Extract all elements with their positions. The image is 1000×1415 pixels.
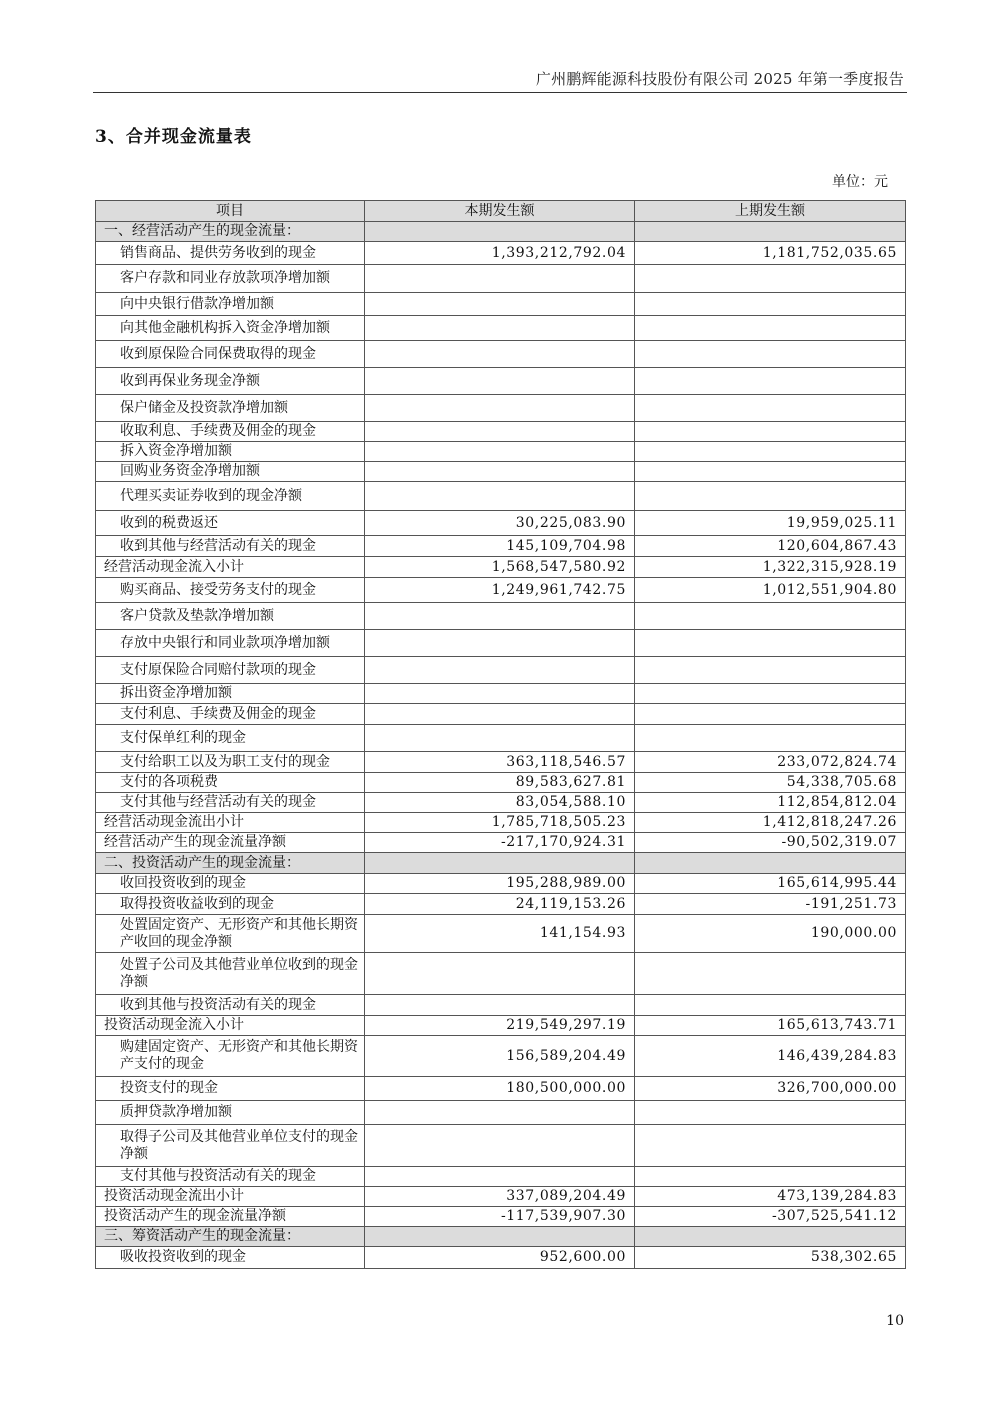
table-row [96,1101,906,1125]
current-period-value: 363,118,546.57 [365,752,635,773]
current-period-value: 141,154.93 [365,915,635,953]
current-period-value [365,995,635,1016]
table-row [96,242,906,265]
row-label: 回购业务资金净增加额 [96,462,365,482]
subtotal-row [96,833,906,853]
prior-period-value: -307,525,541.12 [635,1207,906,1227]
subtotal-row [96,1187,906,1207]
prior-period-value: 112,854,812.04 [635,793,906,813]
prior-period-value [635,222,906,242]
row-label: 支付其他与经营活动有关的现金 [96,793,365,813]
row-label: 质押贷款净增加额 [96,1101,365,1125]
table-row [96,704,906,725]
prior-period-value [635,482,906,511]
section-row [96,1227,906,1247]
row-label: 经营活动现金流入小计 [96,557,365,578]
subtotal-row [96,1016,906,1036]
row-label: 经营活动产生的现金流量净额 [96,833,365,853]
current-period-value [365,725,635,752]
row-label: 收到的税费返还 [96,511,365,536]
table-row [96,368,906,395]
current-period-value [365,341,635,368]
prior-period-value: 146,439,284.83 [635,1036,906,1077]
current-period-value: 156,589,204.49 [365,1036,635,1077]
prior-period-value [635,995,906,1016]
prior-period-value: -90,502,319.07 [635,833,906,853]
prior-period-value: 473,139,284.83 [635,1187,906,1207]
prior-period-value [635,725,906,752]
prior-period-value [635,442,906,462]
current-period-value: -117,539,907.30 [365,1207,635,1227]
current-period-value: 30,225,083.90 [365,511,635,536]
table-row [96,684,906,704]
table-row [96,293,906,316]
prior-period-value: 54,338,705.68 [635,773,906,793]
row-label: 收到再保业务现金净额 [96,368,365,395]
row-label: 收到其他与经营活动有关的现金 [96,536,365,557]
row-label: 向中央银行借款净增加额 [96,293,365,316]
table-row [96,793,906,813]
current-period-value [365,222,635,242]
table-row [96,953,906,995]
page-number: 10 [886,1313,904,1329]
current-period-value: -217,170,924.31 [365,833,635,853]
section-row [96,222,906,242]
prior-period-value [635,704,906,725]
prior-period-value: 538,302.65 [635,1247,906,1269]
table-row [96,874,906,894]
row-label: 投资活动现金流出小计 [96,1187,365,1207]
current-period-value [365,1227,635,1247]
table-row [96,422,906,442]
subtotal-row [96,1207,906,1227]
current-period-value [365,657,635,684]
current-period-value [365,368,635,395]
current-period-value: 219,549,297.19 [365,1016,635,1036]
table-row [96,395,906,422]
prior-period-value: 19,959,025.11 [635,511,906,536]
current-period-value [365,953,635,995]
current-period-value: 180,500,000.00 [365,1077,635,1101]
prior-period-value [635,684,906,704]
header-divider [93,92,907,93]
current-period-value: 1,393,212,792.04 [365,242,635,265]
row-label: 拆出资金净增加额 [96,684,365,704]
section-title: 3、合并现金流量表 [95,127,252,147]
table-row [96,773,906,793]
row-label: 收到原保险合同保费取得的现金 [96,341,365,368]
table-row [96,578,906,603]
row-label: 三、筹资活动产生的现金流量： [96,1227,365,1247]
subtotal-row [96,557,906,578]
prior-period-value: 1,181,752,035.65 [635,242,906,265]
table-row [96,265,906,293]
column-header-current-period: 本期发生额 [365,201,635,222]
row-label: 销售商品、提供劳务收到的现金 [96,242,365,265]
row-label: 购建固定资产、无形资产和其他长期资产支付的现金 [96,1036,365,1077]
table-row [96,316,906,341]
row-label: 收回投资收到的现金 [96,874,365,894]
table-row [96,1036,906,1077]
table-row [96,915,906,953]
row-label: 客户贷款及垫款净增加额 [96,603,365,630]
row-label: 处置子公司及其他营业单位收到的现金净额 [96,953,365,995]
prior-period-value [635,316,906,341]
table-header-row [96,201,906,222]
column-header-prior-period: 上期发生额 [635,201,906,222]
cash-flow-table [95,200,906,1269]
row-label: 吸收投资收到的现金 [96,1247,365,1269]
row-label: 取得子公司及其他营业单位支付的现金净额 [96,1125,365,1167]
row-label: 保户储金及投资款净增加额 [96,395,365,422]
row-label: 购买商品、接受劳务支付的现金 [96,578,365,603]
current-period-value [365,704,635,725]
current-period-value [365,603,635,630]
table-row [96,482,906,511]
current-period-value [365,684,635,704]
column-header-item: 项目 [96,201,365,222]
prior-period-value [635,395,906,422]
prior-period-value [635,462,906,482]
current-period-value: 145,109,704.98 [365,536,635,557]
prior-period-value [635,630,906,657]
current-period-value [365,442,635,462]
table-row [96,657,906,684]
prior-period-value: 190,000.00 [635,915,906,953]
current-period-value [365,265,635,293]
row-label: 二、投资活动产生的现金流量： [96,853,365,874]
prior-period-value: 165,614,995.44 [635,874,906,894]
current-period-value [365,1167,635,1187]
unit-label: 单位：元 [832,174,888,190]
prior-period-value [635,422,906,442]
row-label: 投资活动现金流入小计 [96,1016,365,1036]
prior-period-value: 165,613,743.71 [635,1016,906,1036]
row-label: 收取利息、手续费及佣金的现金 [96,422,365,442]
current-period-value: 337,089,204.49 [365,1187,635,1207]
current-period-value [365,853,635,874]
row-label: 存放中央银行和同业款项净增加额 [96,630,365,657]
current-period-value [365,316,635,341]
prior-period-value: 1,412,818,247.26 [635,813,906,833]
prior-period-value [635,293,906,316]
table-row [96,603,906,630]
prior-period-value: 1,012,551,904.80 [635,578,906,603]
row-label: 处置固定资产、无形资产和其他长期资产收回的现金净额 [96,915,365,953]
prior-period-value [635,1101,906,1125]
prior-period-value [635,853,906,874]
row-label: 支付的各项税费 [96,773,365,793]
prior-period-value: 1,322,315,928.19 [635,557,906,578]
table-row [96,630,906,657]
prior-period-value [635,953,906,995]
table-row [96,752,906,773]
row-label: 支付原保险合同赔付款项的现金 [96,657,365,684]
current-period-value: 1,785,718,505.23 [365,813,635,833]
row-label: 取得投资收益收到的现金 [96,894,365,915]
current-period-value [365,1125,635,1167]
table-row [96,341,906,368]
current-period-value: 1,249,961,742.75 [365,578,635,603]
prior-period-value: 233,072,824.74 [635,752,906,773]
table-body [96,222,906,1269]
row-label: 支付其他与投资活动有关的现金 [96,1167,365,1187]
table-row [96,1247,906,1269]
report-header: 广州鹏辉能源科技股份有限公司 2025 年第一季度报告 [535,70,904,88]
row-label: 拆入资金净增加额 [96,442,365,462]
row-label: 经营活动现金流出小计 [96,813,365,833]
current-period-value: 24,119,153.26 [365,894,635,915]
prior-period-value [635,1167,906,1187]
table-row [96,536,906,557]
row-label: 向其他金融机构拆入资金净增加额 [96,316,365,341]
subtotal-row [96,813,906,833]
table-row [96,894,906,915]
current-period-value: 952,600.00 [365,1247,635,1269]
row-label: 代理买卖证券收到的现金净额 [96,482,365,511]
current-period-value [365,462,635,482]
row-label: 投资支付的现金 [96,1077,365,1101]
current-period-value: 1,568,547,580.92 [365,557,635,578]
row-label: 投资活动产生的现金流量净额 [96,1207,365,1227]
row-label: 支付利息、手续费及佣金的现金 [96,704,365,725]
prior-period-value [635,1125,906,1167]
prior-period-value [635,1227,906,1247]
current-period-value [365,630,635,657]
table-row [96,462,906,482]
row-label: 收到其他与投资活动有关的现金 [96,995,365,1016]
current-period-value [365,293,635,316]
prior-period-value [635,341,906,368]
current-period-value [365,422,635,442]
current-period-value [365,1101,635,1125]
prior-period-value: -191,251.73 [635,894,906,915]
table-row [96,442,906,462]
row-label: 支付保单红利的现金 [96,725,365,752]
table-row [96,511,906,536]
section-row [96,853,906,874]
table-row [96,1125,906,1167]
table-row [96,725,906,752]
current-period-value: 195,288,989.00 [365,874,635,894]
current-period-value [365,482,635,511]
prior-period-value [635,657,906,684]
prior-period-value: 120,604,867.43 [635,536,906,557]
table-row [96,995,906,1016]
current-period-value: 83,054,588.10 [365,793,635,813]
prior-period-value: 326,700,000.00 [635,1077,906,1101]
row-label: 支付给职工以及为职工支付的现金 [96,752,365,773]
prior-period-value [635,265,906,293]
current-period-value: 89,583,627.81 [365,773,635,793]
prior-period-value [635,368,906,395]
table-row [96,1167,906,1187]
current-period-value [365,395,635,422]
prior-period-value [635,603,906,630]
row-label: 一、经营活动产生的现金流量： [96,222,365,242]
table-row [96,1077,906,1101]
row-label: 客户存款和同业存放款项净增加额 [96,265,365,293]
